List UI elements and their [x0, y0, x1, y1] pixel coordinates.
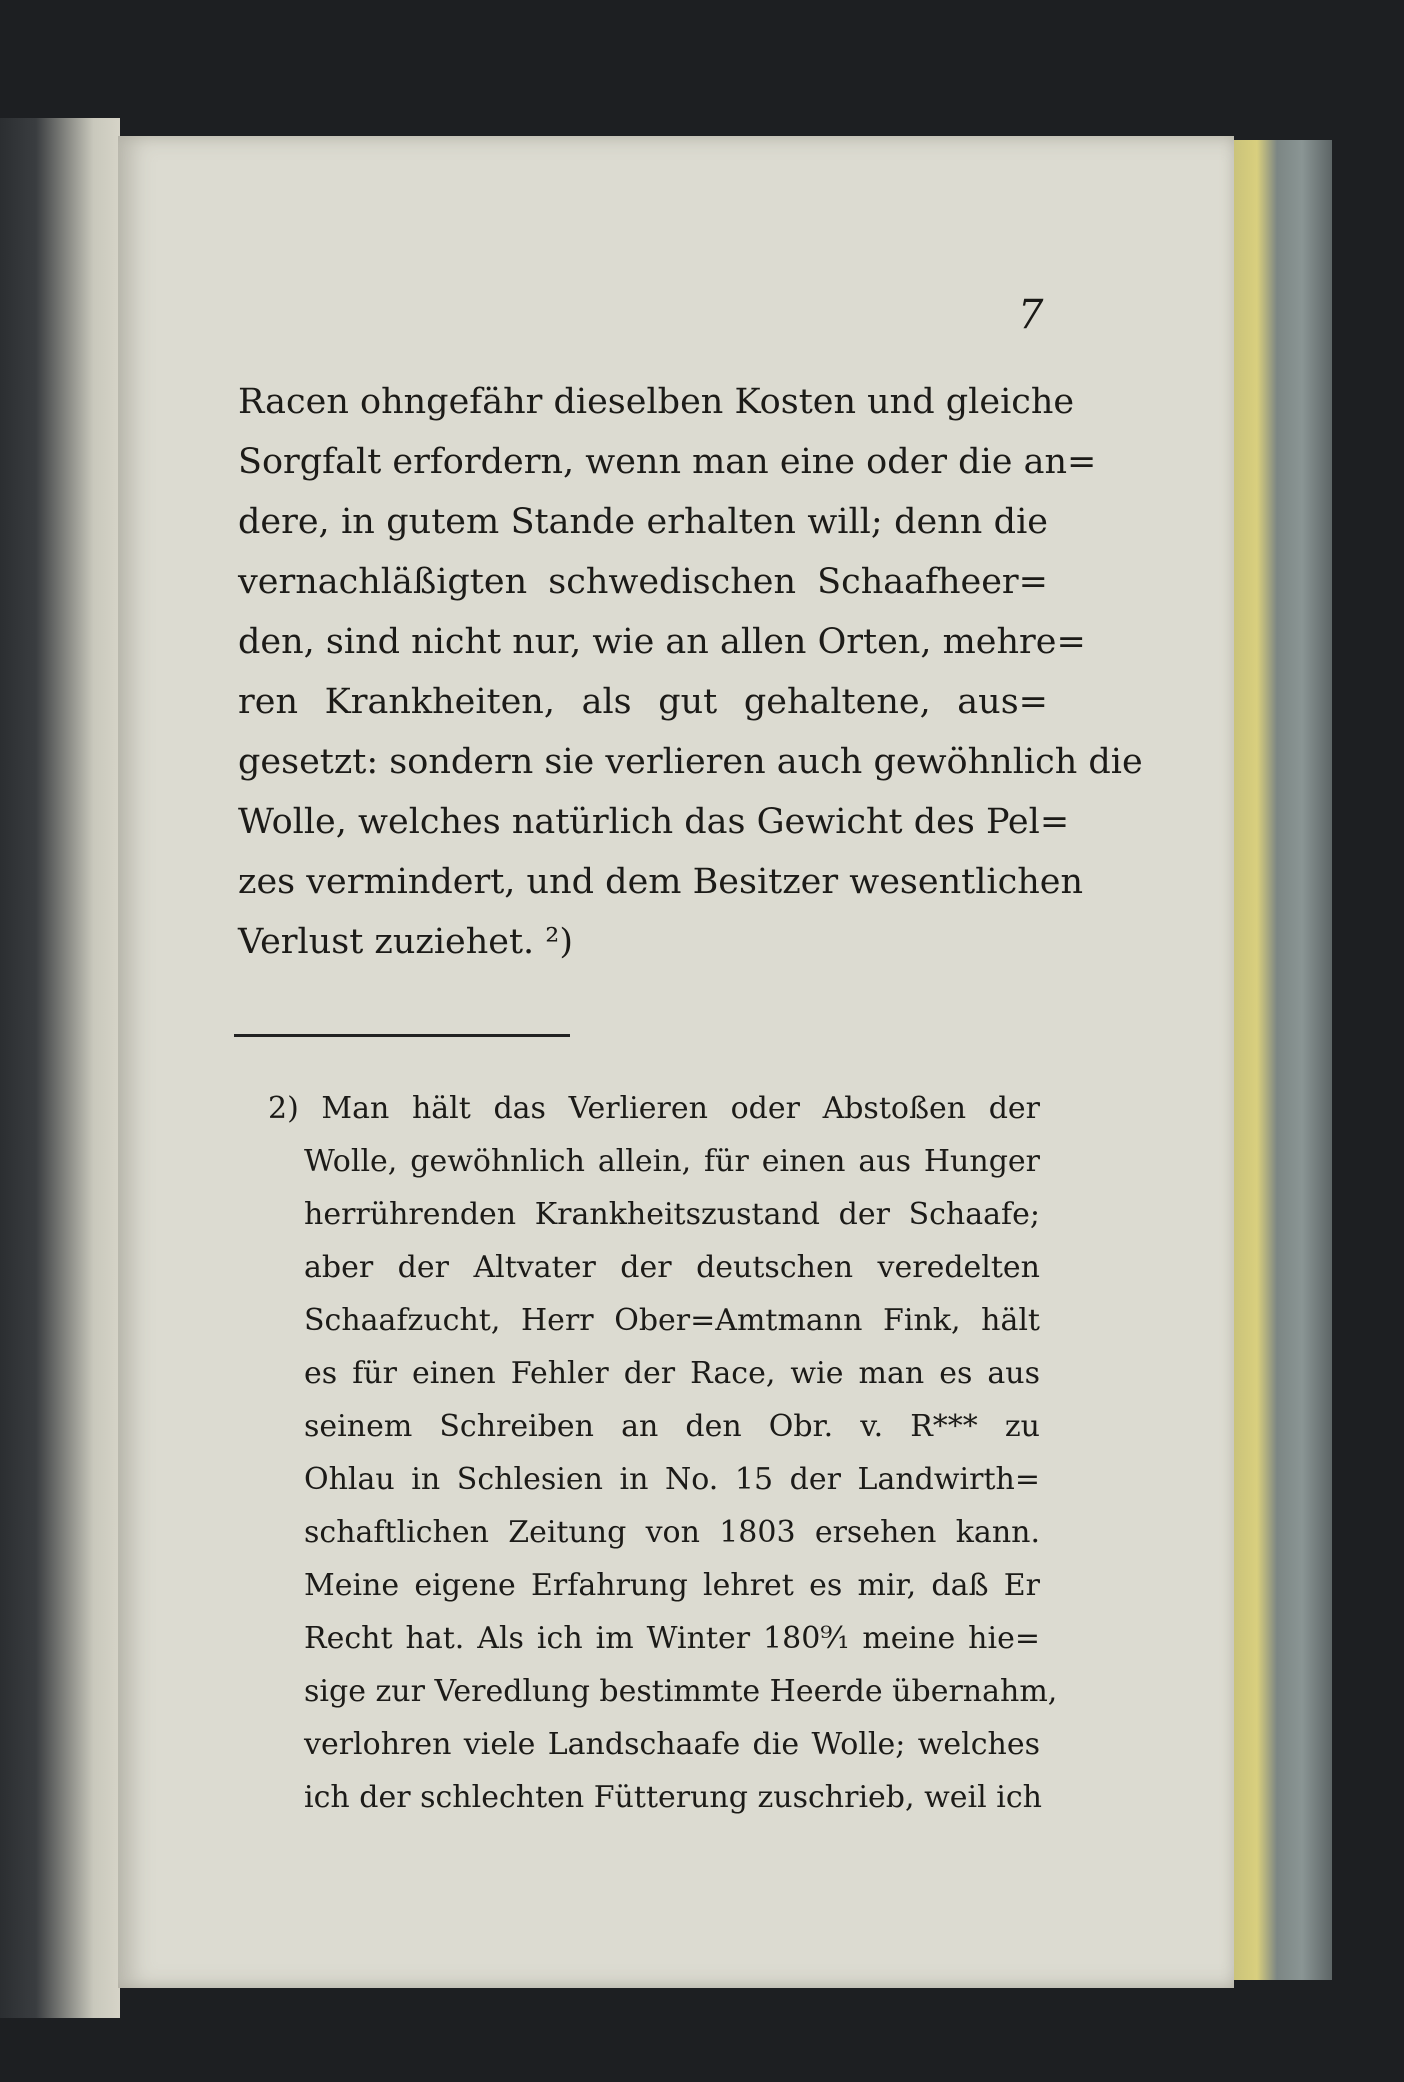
body-line: Racen ohngefähr dieselben Kosten und gleiche — [238, 382, 1075, 422]
footnote-line: aber der Altvater der deutschen veredelten — [304, 1250, 1040, 1285]
footnote-line: 2) Man hält das Verlieren oder Abstoßen der — [268, 1091, 1040, 1126]
body-line: ren Krankheiten, als gut gehaltene, aus= — [238, 682, 1048, 722]
body-line: Wolle, welches natürlich das Gewicht des Pel= — [238, 802, 1070, 842]
body-line: Sorgfalt erfordern, wenn man eine oder die an= — [238, 442, 1097, 482]
footnote — [268, 1082, 1058, 1824]
page-number: 7 — [1018, 292, 1044, 338]
footnote-line: Wolle, gewöhnlich allein, für einen aus Hunger — [304, 1144, 1040, 1179]
footnote-line: Schaafzucht, Herr Ober=Amtmann Fink, hält — [304, 1303, 1040, 1338]
footnote-separator — [234, 1034, 570, 1037]
body-line: gesetzt: sondern sie verlieren auch gewöhnlich die — [238, 742, 1143, 782]
footnote-line: seinem Schreiben an den Obr. v. R*** zu — [304, 1409, 1040, 1444]
body-text — [238, 372, 1143, 972]
body-line: vernachläßigten schwedischen Schaafheer= — [238, 562, 1048, 602]
footnote-line: herrührenden Krankheitszustand der Schaafe; — [304, 1197, 1040, 1232]
body-line: dere, in gutem Stande erhalten will; denn die — [238, 502, 1048, 542]
footnote-line: schaftlichen Zeitung von 1803 ersehen kann. — [304, 1515, 1040, 1550]
footnote-line: verlohren viele Landschaafe die Wolle; welches — [304, 1727, 1040, 1762]
body-line: zes vermindert, und dem Besitzer wesentlichen — [238, 862, 1083, 902]
footnote-line: es für einen Fehler der Race, wie man es aus — [304, 1356, 1040, 1391]
book-cover-left — [0, 118, 120, 2018]
footnote-line: ich der schlechten Fütterung zuschrieb, weil ich — [304, 1780, 1042, 1815]
footnote-line: sige zur Veredlung bestimmte Heerde übernahm, — [304, 1674, 1058, 1709]
body-line: den, sind nicht nur, wie an allen Orten, mehre= — [238, 622, 1086, 662]
body-line: Verlust zuziehet. ²) — [238, 922, 573, 962]
footnote-line: Ohlau in Schlesien in No. 15 der Landwirth= — [304, 1462, 1040, 1497]
footnote-line: Meine eigene Erfahrung lehret es mir, daß Er — [304, 1568, 1040, 1603]
footnote-line: Recht hat. Als ich im Winter 180⁹⁄₁ meine hie= — [304, 1621, 1040, 1656]
book-page-edges — [1232, 140, 1332, 1980]
